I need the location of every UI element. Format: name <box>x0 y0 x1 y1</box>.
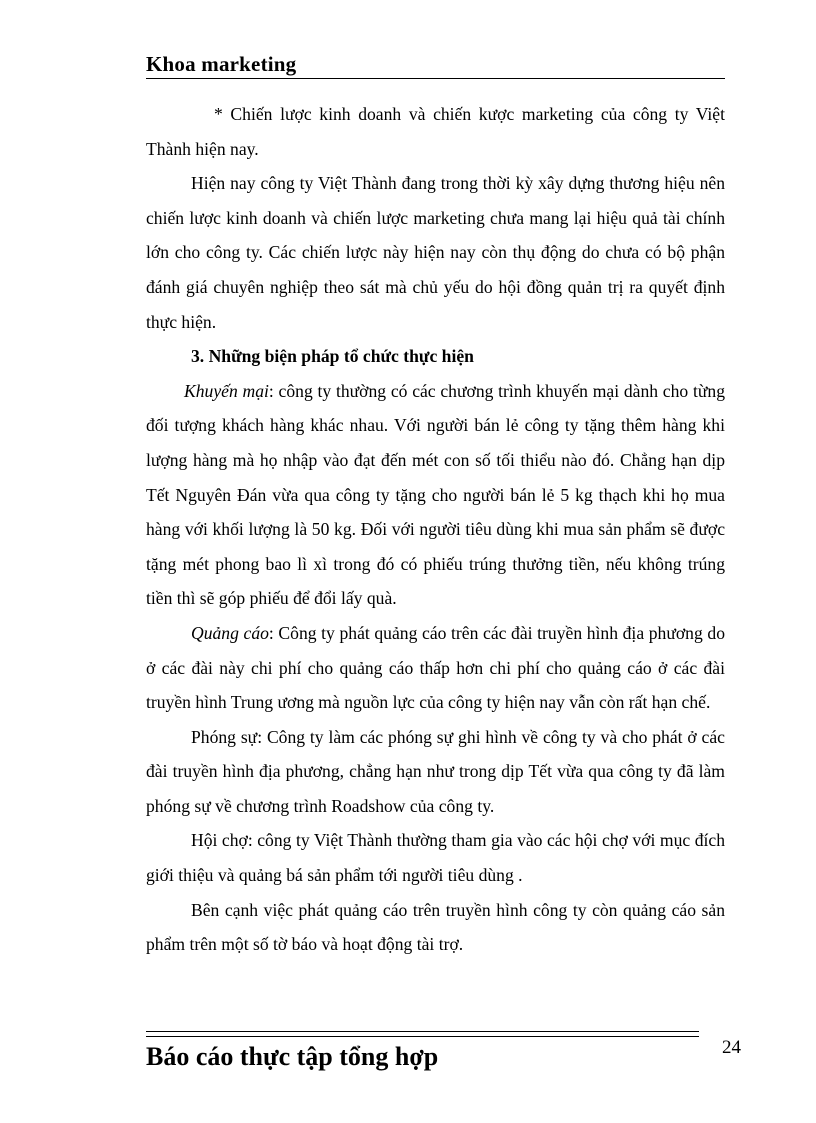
advertising-text: : Công ty phát quảng cáo trên các đài truyền hình địa phương do ở các đài này chi phí cho quảng cáo thấp hơn chi phí cho quảng cáo ở các đài truyền hình Trung ương mà nguồn lực của công ty hiện nay vẫn còn rất hạn chế. <box>146 622 725 713</box>
footer-title: Báo cáo thực tập tổng hợp <box>146 1042 439 1071</box>
footer-rule-bottom <box>146 1036 699 1037</box>
document-body <box>146 97 725 962</box>
footer-rule-top <box>146 1031 699 1032</box>
paragraph-advertising <box>146 616 725 720</box>
paragraph-reportage: Phóng sự: Công ty làm các phóng sự ghi hình về công ty và cho phát ở các đài truyền hình địa phương, chẳng hạn như trong dịp Tết vừa qua công ty đã làm phóng sự về chương trình Roadshow của công ty. <box>146 726 725 816</box>
page-header-title: Khoa marketing <box>146 52 297 76</box>
page-number: 24 <box>722 1037 741 1058</box>
paragraph-other-ads: Bên cạnh việc phát quảng cáo trên truyền hình công ty còn quảng cáo sản phẩm trên một số tờ báo và hoạt động tài trợ. <box>146 899 725 955</box>
paragraph-promotion <box>146 374 725 616</box>
advertising-label: Quảng cáo <box>191 622 269 643</box>
section-heading: 3. Những biện pháp tổ chức thực hiện <box>191 346 474 367</box>
bullet-paragraph: * Chiến lược kinh doanh và chiến kược marketing của công ty Việt Thành hiện nay. <box>146 104 725 159</box>
header-rule <box>146 78 725 79</box>
promotion-text: : công ty thường có các chương trình khuyến mại dành cho từng đối tượng khách hàng khác nhau. Với người bán lẻ công ty tặng thêm hàng khi lượng hàng mà họ nhập vào đạt đến mét con số tối thiểu nào đó. Chẳng hạn dịp Tết Nguyên Đán vừa qua công ty tặng cho người bán lẻ 5 kg thạch khi họ mua hàng với khối lượng là 50 kg. Đối với người tiêu dùng khi mua sản phẩm sẽ được tặng mét phong bao lì xì trong đó có phiếu trúng thưởng tiền, nếu không trúng tiền thì sẽ góp phiếu để đổi lấy quà. <box>146 380 725 609</box>
paragraph-current-strategy: Hiện nay công ty Việt Thành đang trong thời kỳ xây dựng thương hiệu nên chiến lược kinh doanh và chiến lược marketing chưa mang lại hiệu quả tài chính lớn cho công ty. Các chiến lược này hiện nay còn thụ động do chưa có bộ phận đánh giá chuyên nghiệp theo sát mà chủ yếu do hội đồng quản trị ra quyết định thực hiện. <box>146 173 725 332</box>
paragraph-fairs: Hội chợ: công ty Việt Thành thường tham gia vào các hội chợ với mục đích giới thiệu và quảng bá sản phẩm tới người tiêu dùng . <box>146 830 725 886</box>
promotion-label: Khuyến mại <box>184 380 269 401</box>
